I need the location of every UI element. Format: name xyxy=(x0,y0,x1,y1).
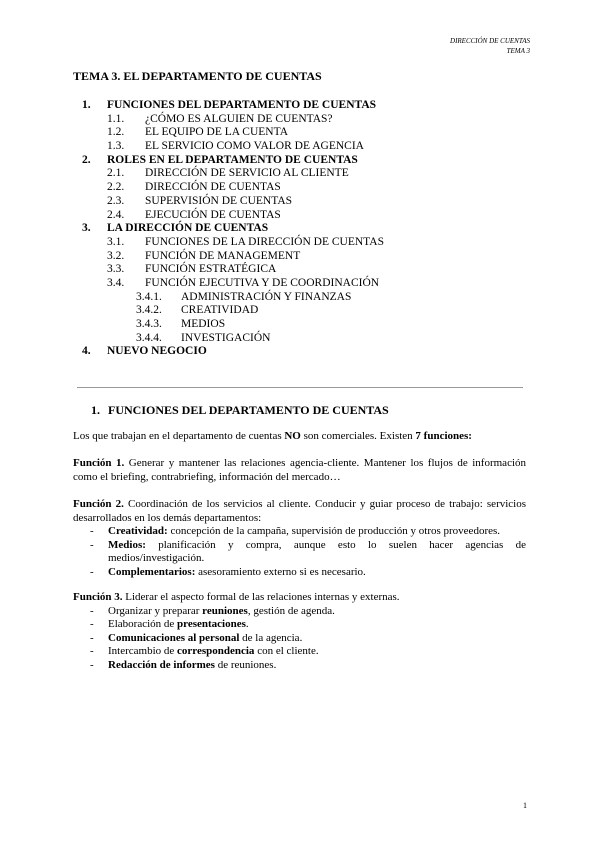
funcion-2-list xyxy=(73,525,526,579)
funcion-2-label: Función 2. xyxy=(73,498,124,510)
funcion-1-text: Generar y mantener las relaciones agencia-cliente. Mantener los flujos de información como el briefing, contrabriefing, información del mercado… xyxy=(73,457,527,483)
toc-label: ADMINISTRACIÓN Y FINANZAS xyxy=(181,290,352,303)
list-item xyxy=(73,539,526,566)
toc-number: 3.4.2. xyxy=(136,304,162,317)
toc-label: ROLES EN EL DEPARTAMENTO DE CUENTAS xyxy=(107,153,358,166)
toc-label: INVESTIGACIÓN xyxy=(181,331,271,344)
header-line-2: TEMA 3 xyxy=(506,47,530,55)
toc-entry xyxy=(0,291,600,305)
funcion-3-text: Liderar el aspecto formal de las relaciones internas y externas. xyxy=(122,591,400,603)
toc-number: 3.4.3. xyxy=(136,318,162,330)
list-item-bold: correspondencia xyxy=(177,645,255,657)
toc-entry xyxy=(0,332,600,346)
toc-label: FUNCIÓN DE MANAGEMENT xyxy=(145,249,301,262)
toc-label: DIRECCIÓN DE CUENTAS xyxy=(145,181,281,194)
toc-label: EL EQUIPO DE LA CUENTA xyxy=(145,126,289,139)
toc-entry xyxy=(0,195,600,209)
section-heading xyxy=(91,404,526,418)
toc-label: NUEVO NEGOCIO xyxy=(107,345,207,358)
list-item xyxy=(73,566,526,580)
funcion-1-paragraph xyxy=(73,457,526,484)
list-item xyxy=(73,525,526,539)
toc-entry xyxy=(0,263,600,277)
table-of-contents xyxy=(0,99,600,359)
toc-label: ¿CÓMO ES ALGUIEN DE CUENTAS? xyxy=(145,112,333,125)
toc-entry xyxy=(0,140,600,154)
toc-number: 3.4.1. xyxy=(136,290,162,303)
toc-entry xyxy=(0,99,600,113)
list-item-text: planificación y compra, aunque esto lo suelen hacer agencias de medios/investigación. xyxy=(108,538,526,564)
intro-paragraph xyxy=(73,430,526,444)
toc-number: 1.2. xyxy=(107,126,125,139)
list-item-text: , gestión de agenda. xyxy=(247,604,335,617)
list-item-text: Elaboración de xyxy=(108,618,178,630)
toc-label: DIRECCIÓN DE SERVICIO AL CLIENTE xyxy=(145,167,349,180)
list-item-bold: reuniones xyxy=(202,604,248,617)
toc-label: FUNCIONES DEL DEPARTAMENTO DE CUENTAS xyxy=(107,99,377,111)
toc-label: EJECUCIÓN DE CUENTAS xyxy=(145,208,281,221)
list-item-bold: Redacción de informes xyxy=(108,658,215,671)
intro-bold-no: NO xyxy=(284,429,301,442)
toc-number: 3. xyxy=(82,222,91,235)
running-header xyxy=(450,36,530,56)
toc-label: LA DIRECCIÓN DE CUENTAS xyxy=(107,222,269,235)
list-item-text: asesoramiento externo si es necesario. xyxy=(195,565,366,578)
list-item xyxy=(73,645,526,659)
list-item xyxy=(73,632,526,646)
toc-label: FUNCIÓN ESTRATÉGICA xyxy=(145,263,277,276)
toc-number: 2.3. xyxy=(107,194,125,207)
toc-entry xyxy=(0,236,600,250)
funcion-3-list xyxy=(73,605,526,673)
section-number: 1. xyxy=(91,403,100,417)
page-number: 1 xyxy=(523,801,527,810)
funcion-2-text: Coordinación de los servicios al cliente. Conducir y guiar proceso de trabajo: servicios desarrollados en los demás departamentos: xyxy=(73,498,527,524)
list-item xyxy=(73,605,526,619)
toc-entry xyxy=(0,250,600,264)
funcion-2-paragraph xyxy=(73,498,526,525)
toc-number: 1.3. xyxy=(107,140,125,153)
list-item-text: de la agencia. xyxy=(239,631,303,644)
list-item-text: con el cliente. xyxy=(254,645,319,657)
toc-label: SUPERVISIÓN DE CUENTAS xyxy=(145,194,293,207)
funcion-1-label: Función 1. xyxy=(73,457,125,469)
list-item-text: concepción de la campaña, supervisión de producción y otros proveedores. xyxy=(167,525,501,537)
toc-number: 1.1. xyxy=(107,112,125,125)
list-item-bold: Complementarios: xyxy=(108,565,196,578)
toc-entry xyxy=(0,181,600,195)
toc-label: FUNCIÓN EJECUTIVA Y DE COORDINACIÓN xyxy=(145,276,380,289)
toc-entry xyxy=(0,126,600,140)
header-line-1: DIRECCIÓN DE CUENTAS xyxy=(450,37,530,45)
list-item-text: de reuniones. xyxy=(214,658,277,671)
toc-entry xyxy=(0,222,600,236)
toc-entry xyxy=(0,154,600,168)
toc-number: 1. xyxy=(82,99,91,111)
list-item-bold: Comunicaciones al personal xyxy=(108,631,240,644)
toc-label: MEDIOS xyxy=(181,318,226,330)
toc-entry xyxy=(0,345,600,359)
toc-entry xyxy=(0,167,600,181)
toc-label: FUNCIONES DE LA DIRECCIÓN DE CUENTAS xyxy=(145,235,384,248)
toc-number: 2.4. xyxy=(107,208,125,221)
funcion-3-label: Función 3. xyxy=(73,591,123,603)
intro-text-c: son comerciales. Existen xyxy=(300,429,416,442)
toc-number: 2.2. xyxy=(107,181,125,194)
intro-bold-funciones: 7 funciones: xyxy=(415,429,472,442)
list-item-bold: Creatividad: xyxy=(108,525,168,537)
toc-number: 2.1. xyxy=(107,167,125,180)
toc-number: 4. xyxy=(82,345,91,358)
page-title: TEMA 3. EL DEPARTAMENTO DE CUENTAS xyxy=(73,69,322,83)
list-item-text: . xyxy=(245,618,249,630)
toc-entry xyxy=(0,277,600,291)
toc-entry xyxy=(0,304,600,318)
toc-entry xyxy=(0,209,600,223)
list-item-bold: presentaciones xyxy=(177,618,246,630)
toc-number: 3.4.4. xyxy=(136,331,162,344)
list-item xyxy=(73,659,526,673)
list-item xyxy=(73,618,526,632)
toc-number: 3.4. xyxy=(107,276,125,289)
section-title: FUNCIONES DEL DEPARTAMENTO DE CUENTAS xyxy=(108,403,389,417)
toc-label: EL SERVICIO COMO VALOR DE AGENCIA xyxy=(145,140,364,153)
section-body xyxy=(73,404,526,672)
toc-number: 3.1. xyxy=(107,235,125,248)
toc-number: 2. xyxy=(82,153,91,166)
divider xyxy=(77,387,523,388)
toc-number: 3.2. xyxy=(107,249,125,262)
toc-label: CREATIVIDAD xyxy=(181,304,259,317)
list-item-text: Intercambio de xyxy=(108,645,178,657)
toc-entry xyxy=(0,113,600,127)
toc-entry xyxy=(0,318,600,332)
intro-text-a: Los que trabajan en el departamento de cuentas xyxy=(73,429,285,442)
funcion-3-paragraph xyxy=(73,591,526,605)
toc-number: 3.3. xyxy=(107,263,125,276)
list-item-bold: Medios: xyxy=(108,538,146,551)
list-item-text: Organizar y preparar xyxy=(108,604,203,617)
